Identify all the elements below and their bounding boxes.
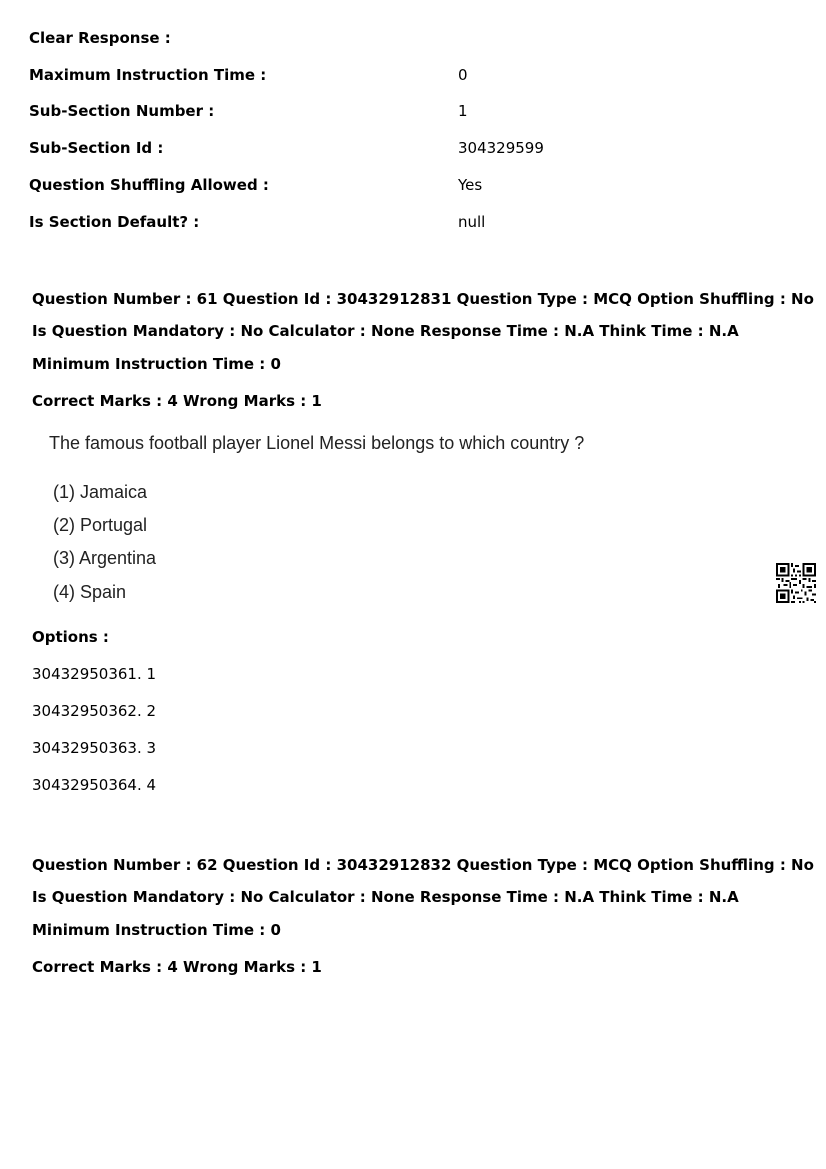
question-61-choice-2: (2) Portugal [53, 515, 148, 535]
question-62-header-line2: Is Question Mandatory : No Calculator : None Response Time : N.A Think Time : N.A [32, 888, 739, 906]
question-61-option-4: 30432950364. 4 [32, 776, 157, 794]
meta-value: 0 [458, 66, 468, 84]
question-61-option-3: 30432950363. 3 [32, 739, 157, 757]
meta-row-section-default [29, 213, 789, 237]
meta-row-question-shuffling [29, 176, 789, 200]
question-62-min-instruction: Minimum Instruction Time : 0 [32, 921, 281, 939]
meta-label: Clear Response : [29, 29, 171, 47]
meta-value: 304329599 [458, 139, 544, 157]
meta-label: Question Shuffling Allowed : [29, 176, 269, 194]
qr-code-icon [776, 563, 816, 603]
meta-value: 1 [458, 102, 468, 120]
question-61-choice-1: (1) Jamaica [53, 482, 148, 502]
question-61-header-line1: Question Number : 61 Question Id : 30432912831 Question Type : MCQ Option Shuffling : No [32, 290, 814, 308]
question-62-marks: Correct Marks : 4 Wrong Marks : 1 [32, 958, 322, 976]
question-61-text: The famous football player Lionel Messi belongs to which country ? [49, 433, 585, 453]
meta-label: Sub-Section Id : [29, 139, 164, 157]
meta-label: Sub-Section Number : [29, 102, 215, 120]
meta-row-max-instruction-time [29, 66, 789, 90]
question-61-option-2: 30432950362. 2 [32, 702, 157, 720]
meta-label: Is Section Default? : [29, 213, 200, 231]
question-61-choice-3: (3) Argentina [53, 548, 157, 568]
question-62-header-line1: Question Number : 62 Question Id : 30432912832 Question Type : MCQ Option Shuffling : No [32, 856, 814, 874]
question-61-marks: Correct Marks : 4 Wrong Marks : 1 [32, 392, 322, 410]
question-61-header-line2: Is Question Mandatory : No Calculator : None Response Time : N.A Think Time : N.A [32, 322, 739, 340]
meta-value: Yes [458, 176, 483, 194]
question-61-options-label: Options : [32, 628, 109, 646]
question-61-choice-4: (4) Spain [53, 582, 127, 602]
meta-row-sub-section-id [29, 139, 789, 163]
meta-row-sub-section-number [29, 102, 789, 126]
question-61-min-instruction: Minimum Instruction Time : 0 [32, 355, 281, 373]
meta-value: null [458, 213, 486, 231]
question-61-option-1: 30432950361. 1 [32, 665, 157, 683]
meta-label: Maximum Instruction Time : [29, 66, 267, 84]
meta-row-clear-response [29, 29, 789, 53]
